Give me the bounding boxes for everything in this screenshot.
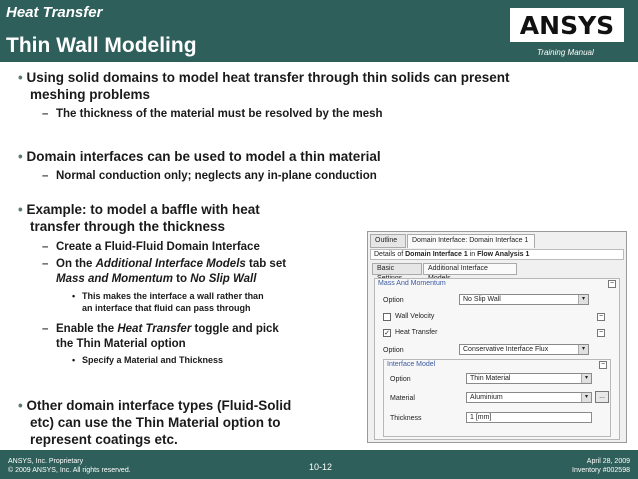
bullet-3: • Example: to model a baffle with heat — [18, 202, 260, 217]
bullet-3-sub-3-line2: the Thin Material option — [56, 338, 186, 350]
bullet-3-text: Example: to model a baffle with heat — [26, 202, 260, 217]
model-option-label: Option — [390, 376, 411, 383]
text-tab-set: tab set — [245, 258, 287, 270]
domain-interface-panel — [367, 231, 627, 443]
text-heat-transfer: Heat Transfer — [117, 323, 192, 335]
chevron-down-icon: ▾ — [581, 393, 591, 402]
material-value: Aluminium — [470, 394, 503, 401]
interface-model-group — [383, 359, 611, 437]
panel-tab-row — [370, 234, 624, 248]
bullet-4-line2: etc) can use the Thin Material option to — [30, 415, 281, 430]
bullet-4-text: Other domain interface types (Fluid-Solid — [26, 398, 292, 413]
mass-option-value: No Slip Wall — [463, 296, 501, 303]
details-mid: in — [467, 251, 478, 258]
footer-inventory: Inventory #002598 — [572, 467, 630, 474]
bullet-3-sub-1-text: Create a Fluid-Fluid Domain Interface — [56, 241, 260, 253]
slide-title: Thin Wall Modeling — [6, 34, 197, 57]
bullet-4: • Other domain interface types (Fluid-Solid — [18, 398, 292, 413]
bullet-1-sub-text: The thickness of the material must be resolved by the mesh — [56, 108, 383, 120]
bullet-2-sub-text: Normal conduction only; neglects any in-plane conduction — [56, 170, 377, 182]
material-select[interactable] — [466, 392, 592, 403]
footer-proprietary: ANSYS, Inc. Proprietary — [8, 458, 84, 465]
bullet-3-sub-2-line2 — [56, 272, 256, 286]
thickness-label: Thickness — [390, 415, 422, 422]
details-prefix: Details of — [374, 251, 406, 258]
bullet-1 — [18, 69, 510, 86]
subtab-basic-settings[interactable]: Basic — [372, 263, 422, 275]
material-label: Material — [390, 395, 415, 402]
heat-transfer-label: Heat Transfer — [395, 329, 438, 336]
bullet-3-line2: transfer through the thickness — [30, 219, 226, 234]
chevron-down-icon: ▾ — [578, 295, 588, 304]
details-analysis: Flow Analysis 1 — [477, 251, 530, 258]
bullet-3-sub-3: – Enable the Heat Transfer toggle and pick — [42, 323, 279, 335]
text-no-slip-wall: No Slip Wall — [190, 273, 257, 285]
thickness-input[interactable]: 1 [mm] — [466, 412, 592, 423]
bullet-dot: • — [18, 70, 27, 85]
bullet-2-text: Domain interfaces can be used to model a thin material — [26, 149, 381, 164]
page-number: 10-12 — [309, 462, 333, 472]
wall-velocity-checkbox[interactable] — [383, 313, 391, 321]
mass-momentum-title: Mass And Momentum — [378, 280, 446, 287]
text-on-the: On the — [56, 258, 96, 270]
bullet-3-note-1-line2: an interface that fluid can pass through — [82, 303, 251, 313]
chevron-down-icon: ▾ — [581, 374, 591, 383]
mass-momentum-group — [374, 278, 620, 440]
interface-model-collapse-icon[interactable]: − — [600, 361, 606, 368]
details-header — [370, 249, 624, 260]
text-additional-models: Additional Interface Models — [95, 258, 246, 270]
course-title: Heat Transfer — [6, 4, 103, 21]
text-to: to — [172, 273, 191, 285]
heat-option-label: Option — [383, 347, 404, 354]
wall-velocity-label: Wall Velocity — [395, 313, 435, 320]
bullet-1-text: Using solid domains to model heat transfer through thin solids can present — [26, 70, 510, 85]
heat-transfer-collapse-icon[interactable]: − — [598, 329, 604, 336]
model-option-select[interactable] — [466, 373, 592, 384]
footer-right — [572, 457, 630, 475]
footer-left — [8, 457, 131, 475]
collapse-icon[interactable]: − — [609, 280, 615, 287]
bullet-3-note-2: • Specify a Material and Thickness — [72, 355, 224, 365]
bullet-3-sub-1: – Create a Fluid-Fluid Domain Interface — [42, 241, 260, 253]
tab-outline[interactable]: Outline — [370, 234, 406, 248]
heat-transfer-checkbox[interactable]: ✓ — [384, 330, 390, 337]
text-enable-the: Enable the — [56, 323, 118, 335]
note-2-text: Specify a Material and Thickness — [82, 355, 224, 365]
bullet-3-note-1: • This makes the interface a wall rather than — [72, 291, 264, 301]
slide-footer — [0, 450, 638, 479]
slide-header — [0, 0, 638, 62]
mass-option-select[interactable] — [459, 294, 589, 305]
interface-model-title: Interface Model — [387, 361, 436, 368]
bullet-1-sub: – The thickness of the material must be resolved by the mesh — [42, 108, 383, 120]
tab-domain-interface[interactable]: Domain Interface: Domain Interface 1 — [407, 234, 535, 248]
note-1-text: This makes the interface a wall rather than — [82, 291, 264, 301]
subtab-row — [372, 263, 622, 275]
bullet-2: • Domain interfaces can be used to model a thin material — [18, 149, 381, 164]
heat-option-select[interactable] — [459, 344, 589, 355]
mass-option-label: Option — [383, 297, 404, 304]
bullet-1-line2: meshing problems — [30, 87, 151, 102]
heat-option-value: Conservative Interface Flux — [463, 346, 549, 353]
bullet-2-sub: – Normal conduction only; neglects any in-plane conduction — [42, 170, 377, 182]
wall-velocity-expand-icon[interactable]: − — [598, 313, 604, 320]
footer-date: April 28, 2009 — [586, 458, 630, 465]
footer-copyright: © 2009 ANSYS, Inc. All rights reserved. — [8, 467, 131, 474]
model-option-value: Thin Material — [470, 375, 511, 382]
text-mass-momentum: Mass and Momentum — [56, 273, 173, 285]
bullet-3-sub-2: – On the Additional Interface Models tab set — [42, 258, 287, 270]
details-name: Domain Interface 1 — [405, 251, 468, 258]
material-browse-button[interactable]: ... — [595, 391, 609, 403]
chevron-down-icon: ▾ — [578, 345, 588, 354]
ansys-logo: ANSYS — [510, 8, 624, 42]
subtab-additional-models[interactable]: Additional Interface — [423, 263, 517, 275]
training-manual-label: Training Manual — [537, 48, 594, 57]
bullet-4-line3: represent coatings etc. — [30, 432, 178, 447]
text-toggle-pick: toggle and pick — [191, 323, 279, 335]
